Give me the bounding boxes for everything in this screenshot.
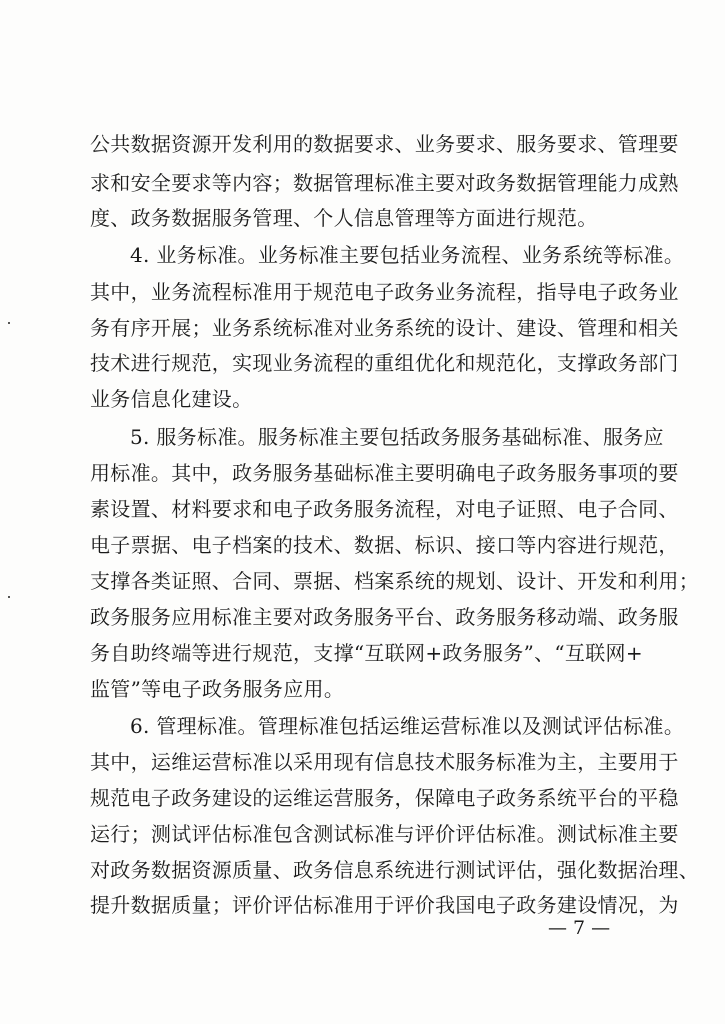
text-line: 务有序开展；业务系统标准对业务系统的设计、建设、管理和相关 [90, 316, 679, 340]
text-line: 务自助终端等进行规范，支撑“互联网+政务服务”、“互联网+ [90, 641, 643, 665]
text-line: 支撑各类证照、合同、票据、档案系统的规划、设计、开发和利用； [90, 569, 699, 593]
scan-artifact [8, 596, 10, 598]
text-line: 监管”等电子政务服务应用。 [90, 677, 345, 701]
text-line: 技术进行规范，实现业务流程的重组优化和规范化，支撑政务部门 [90, 351, 679, 375]
scan-artifact [8, 322, 10, 324]
text-line: 用标准。其中，政务服务基础标准主要明确电子政务服务事项的要 [90, 461, 679, 485]
paragraph-heading-management-standard: 6. 管理标准。管理标准包括运维运营标准以及测试评估标准。 [130, 714, 685, 738]
paragraph-heading-service-standard: 5. 服务标准。服务标准主要包括政务服务基础标准、服务应 [130, 425, 664, 449]
page-number: — 7 — [548, 917, 611, 939]
paragraph-heading-business-standard: 4. 业务标准。业务标准主要包括业务流程、业务系统等标准。 [130, 243, 685, 267]
text-line: 求和安全要求等内容；数据管理标准主要对政务数据管理能力成熟 [90, 171, 679, 195]
text-line: 提升数据质量；评价评估标准用于评价我国电子政务建设情况，为 [90, 893, 679, 917]
text-line: 业务信息化建设。 [90, 387, 253, 411]
text-line: 其中，业务流程标准用于规范电子政务业务流程，指导电子政务业 [90, 280, 679, 304]
text-line: 度、政务数据服务管理、个人信息管理等方面进行规范。 [90, 206, 598, 230]
text-line: 其中，运维运营标准以采用现有信息技术服务标准为主，主要用于 [90, 750, 679, 774]
text-line: 电子票据、电子档案的技术、数据、标识、接口等内容进行规范， [90, 533, 679, 557]
text-line: 公共数据资源开发利用的数据要求、业务要求、服务要求、管理要 [90, 132, 679, 156]
text-line: 运行；测试评估标准包含测试标准与评价评估标准。测试标准主要 [90, 822, 679, 846]
text-line: 规范电子政务建设的运维运营服务，保障电子政务系统平台的平稳 [90, 786, 679, 810]
text-line: 对政务数据资源质量、政务信息系统进行测试评估，强化数据治理、 [90, 858, 699, 882]
text-line: 政务服务应用标准主要对政务服务平台、政务服务移动端、政务服 [90, 605, 679, 629]
text-line: 素设置、材料要求和电子政务服务流程，对电子证照、电子合同、 [90, 497, 679, 521]
